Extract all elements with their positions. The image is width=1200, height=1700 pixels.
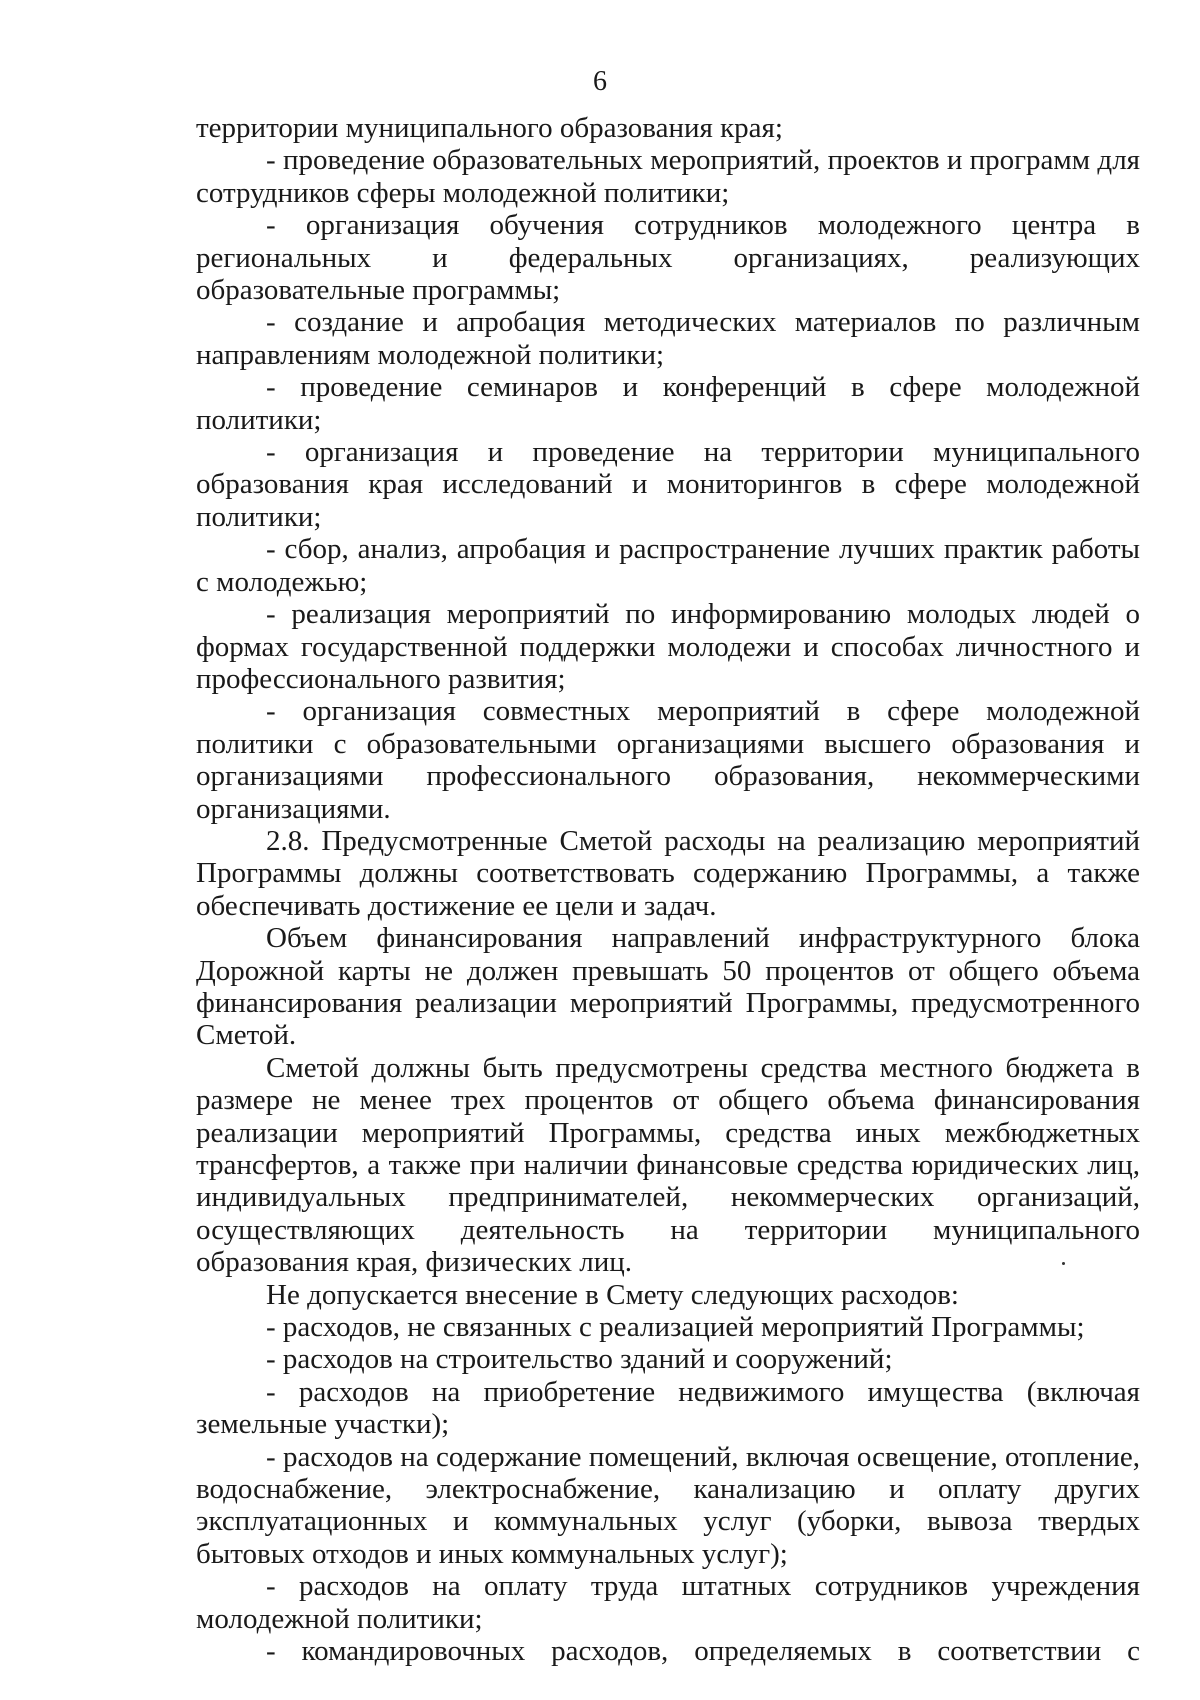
body-paragraph: территории муниципального образования края; (196, 112, 783, 144)
body-paragraph: - проведение семинаров и конференций в сфере молодежной политики; (196, 371, 1140, 436)
body-paragraph: 2.8. Предусмотренные Сметой расходы на реализацию мероприятий Программы должны соответствовать содержанию Программы, а также обеспечивать достижение ее цели и задач. (196, 824, 1140, 922)
body-paragraph: Не допускается внесение в Смету следующих расходов: (266, 1278, 959, 1311)
body-paragraph: Объем финансирования направлений инфраструктурного блока Дорожной карты не должен превышать 50 процентов от общего объема финансирования реализации мероприятий Программы, предусмотренного Сметой. (196, 922, 1140, 1052)
page-number: 6 (593, 66, 607, 97)
body-paragraph: - организация и проведение на территории муниципального образования края исследований и мониторингов в сфере молодежной политики; (196, 436, 1140, 533)
body-paragraph: - реализация мероприятий по информированию молодых людей о формах государственной поддержки молодежи и способах личностного и профессионального развития; (196, 598, 1140, 695)
body-paragraph: - организация совместных мероприятий в сфере молодежной политики с образовательными организациями высшего образования и организациями профессионального образования, некоммерческими организациями. (196, 695, 1140, 825)
body-paragraph: - расходов на содержание помещений, включая освещение, отопление, водоснабжение, электроснабжение, канализацию и оплату других эксплуатационных и коммунальных услуг (уборки, вывоза твердых бытовых отходов и иных коммунальных услуг); (196, 1440, 1140, 1570)
body-paragraph: - расходов на строительство зданий и сооружений; (266, 1343, 893, 1376)
body-paragraph: - проведение образовательных мероприятий, проектов и программ для сотрудников сферы молодежной политики; (196, 144, 1140, 209)
body-paragraph: - расходов на оплату труда штатных сотрудников учреждения молодежной политики; (196, 1570, 1140, 1635)
body-paragraph: - расходов на приобретение недвижимого имущества (включая земельные участки); (196, 1375, 1140, 1441)
body-paragraph: - создание и апробация методических материалов по различным направлениям молодежной политики; (196, 306, 1140, 371)
body-paragraph: - расходов, не связанных с реализацией мероприятий Программы; (266, 1311, 1085, 1344)
body-paragraph: - сбор, анализ, апробация и распространение лучших практик работы с молодежью; (196, 533, 1140, 598)
body-paragraph: - командировочных расходов, определяемых в соответствии с (266, 1635, 1140, 1668)
document-body (196, 112, 1140, 1668)
scan-speck (1062, 1262, 1065, 1265)
body-paragraph: - организация обучения сотрудников молодежного центра в региональных и федеральных организациях, реализующих образовательные программы; (196, 209, 1140, 307)
body-paragraph: Сметой должны быть предусмотрены средства местного бюджета в размере не менее трех процентов от общего объема финансирования реализации мероприятий Программы, средства иных межбюджетных трансфертов, а также при наличии финансовые средства юридических лиц, индивидуальных предпринимателей, некоммерческих организаций, осуществляющих деятельность на территории муниципального образования края, физических лиц. (196, 1051, 1140, 1279)
